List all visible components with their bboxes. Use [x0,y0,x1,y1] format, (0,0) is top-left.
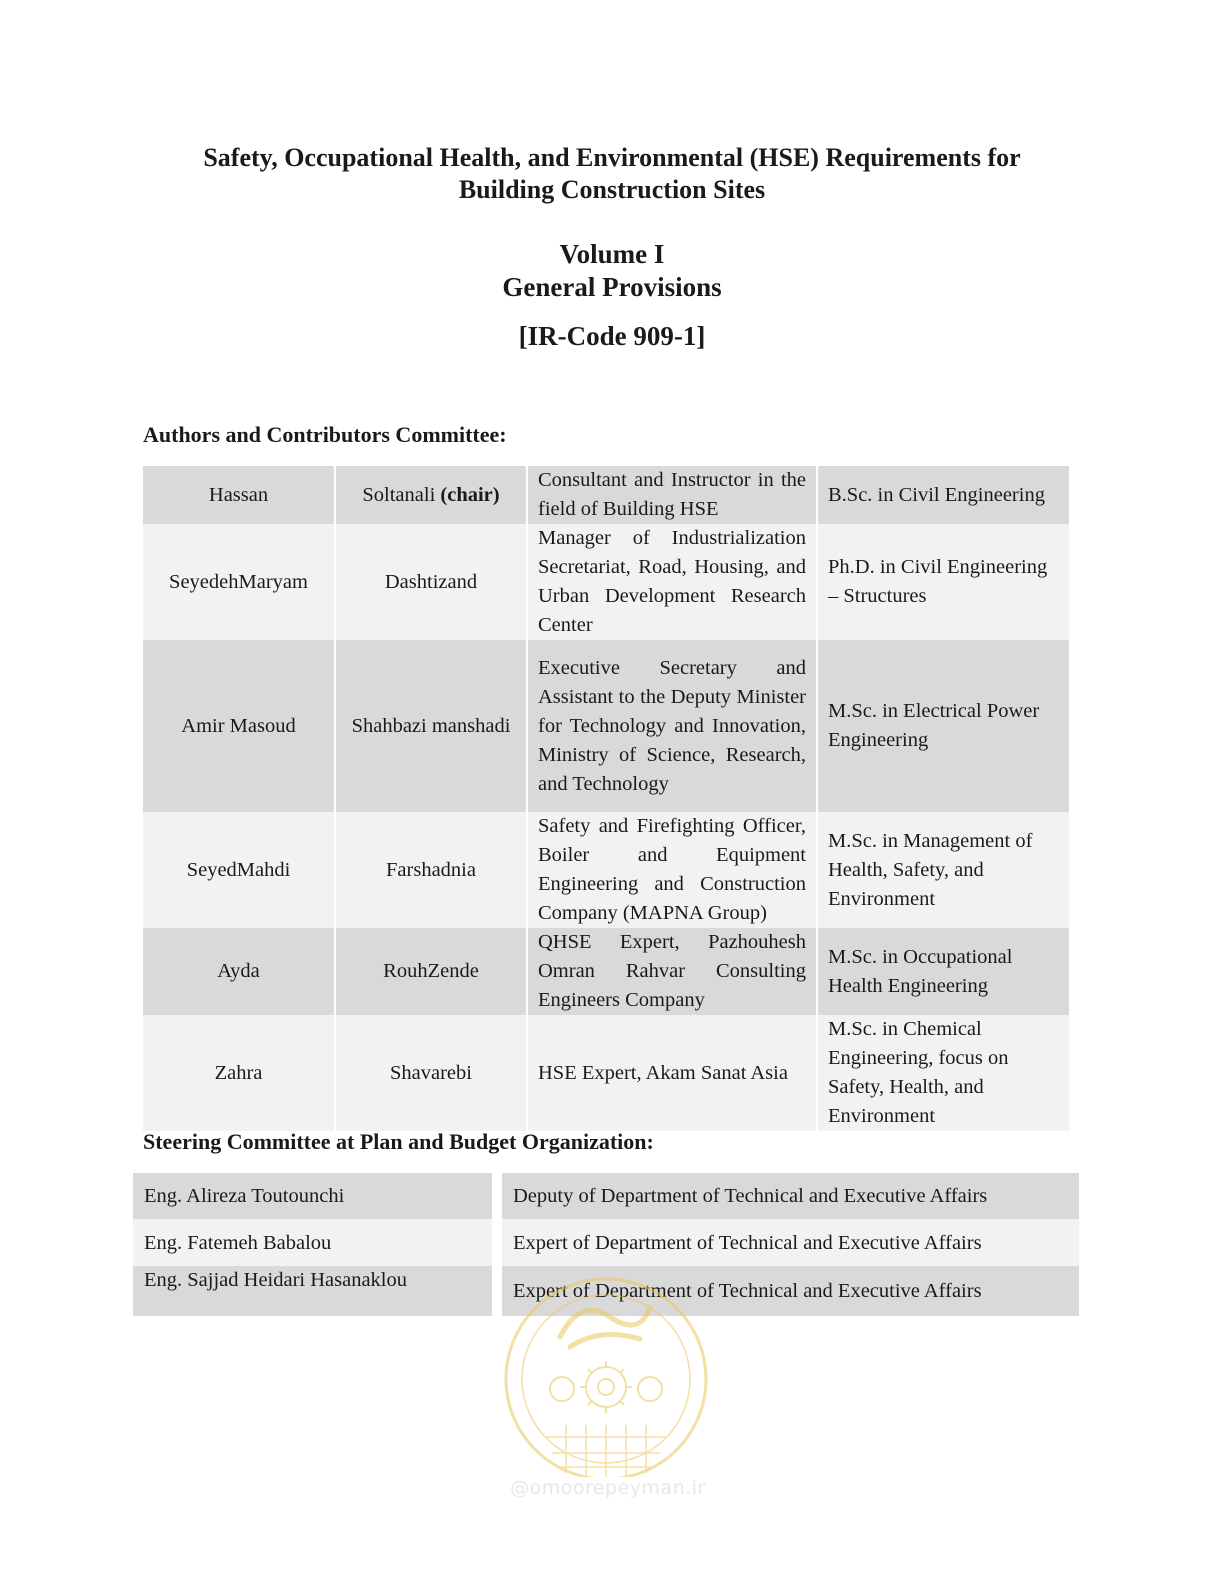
table-row [143,466,1069,524]
author-last-name: Shavarebi [335,1015,527,1131]
table-row [143,1015,1069,1131]
document-title [0,142,1224,206]
author-last-name: Dashtizand [335,524,527,640]
author-degree: M.Sc. in Management of Health, Safety, and Environment [817,812,1069,928]
author-last-name: Farshadnia [335,812,527,928]
author-role: HSE Expert, Akam Sanat Asia [527,1015,817,1131]
author-role: Safety and Firefighting Officer, Boiler and Equipment Engineering and Construction Company (MAPNA Group) [527,812,817,928]
author-degree: M.Sc. in Occupational Health Engineering [817,928,1069,1015]
volume-subtitle: General Provisions [502,272,722,302]
author-role: Manager of Industrialization Secretariat, Road, Housing, and Urban Development Research Center [527,524,817,640]
table-row [143,928,1069,1015]
authors-table [143,466,1069,1131]
author-first-name: Zahra [143,1015,335,1131]
watermark-text: @omoorepeyman.ir [510,1477,706,1499]
author-first-name: SeyedehMaryam [143,524,335,640]
author-first-name: Amir Masoud [143,640,335,812]
volume-label: Volume I [559,239,665,269]
author-last-name-text: Soltanali [362,483,436,506]
author-first-name: Ayda [143,928,335,1015]
table-row [133,1173,1079,1219]
document-title-line-1: Safety, Occupational Health, and Environmental (HSE) Requirements for [203,143,1021,172]
member-name: Eng. Sajjad Heidari Hasanaklou [133,1266,497,1316]
volume-heading [0,238,1224,304]
member-position: Deputy of Department of Technical and Executive Affairs [497,1173,1079,1219]
author-degree: M.Sc. in Electrical Power Engineering [817,640,1069,812]
author-role: QHSE Expert, Pazhouhesh Omran Rahvar Consulting Engineers Company [527,928,817,1015]
member-name: Eng. Alireza Toutounchi [133,1173,497,1219]
chair-label: (chair) [440,483,500,506]
author-last-name: Shahbazi manshadi [335,640,527,812]
author-role: Consultant and Instructor in the field of Building HSE [527,466,817,524]
author-degree: Ph.D. in Civil Engineering – Structures [817,524,1069,640]
author-degree: M.Sc. in Chemical Engineering, focus on Safety, Health, and Environment [817,1015,1069,1131]
watermark-logo [500,1277,716,1513]
document-title-line-2: Building Construction Sites [458,175,766,204]
author-degree: B.Sc. in Civil Engineering [817,466,1069,524]
author-last-name [335,466,527,524]
table-row [143,812,1069,928]
watermark-seal-icon [500,1277,716,1477]
table-row [133,1219,1079,1266]
authors-committee-heading: Authors and Contributors Committee: [143,422,507,447]
table-row [143,640,1069,812]
member-position: Expert of Department of Technical and Executive Affairs [497,1266,1079,1316]
table-row [143,524,1069,640]
author-role: Executive Secretary and Assistant to the Deputy Minister for Technology and Innovation, Ministry of Science, Research, and Technology [527,640,817,812]
author-last-name: RouhZende [335,928,527,1015]
ir-code: [IR-Code 909-1] [518,321,706,351]
steering-committee-heading: Steering Committee at Plan and Budget Organization: [143,1129,654,1154]
member-name: Eng. Fatemeh Babalou [133,1219,497,1266]
author-first-name: Hassan [143,466,335,524]
author-first-name: SeyedMahdi [143,812,335,928]
member-position: Expert of Department of Technical and Executive Affairs [497,1219,1079,1266]
